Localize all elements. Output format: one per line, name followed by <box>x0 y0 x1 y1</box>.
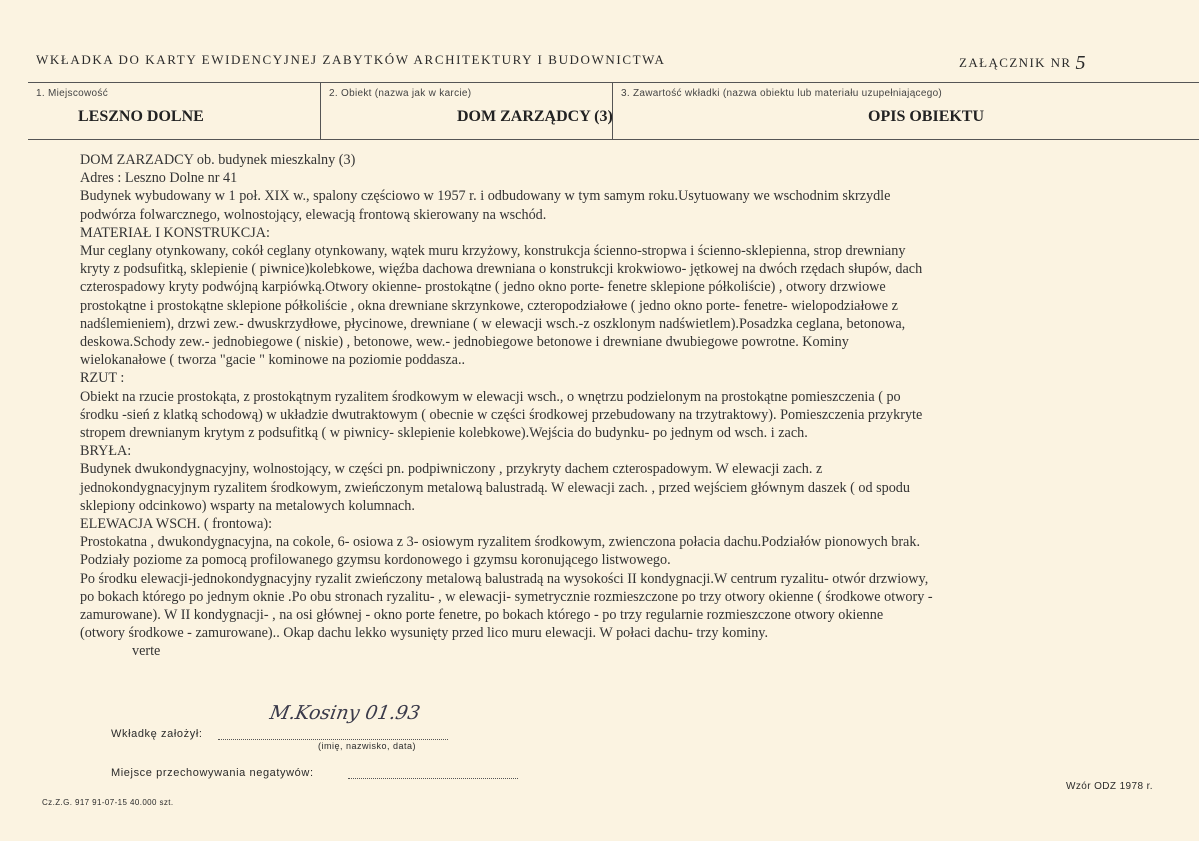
section-heading: ELEWACJA WSCH. ( frontowa): <box>80 516 273 533</box>
text-line: Budynek dwukondygnacyjny, wolnostojący, w części pn. podpiwniczony , przykryty dachem czterospadowym. W elewacji zach. z <box>80 461 823 478</box>
text-line: czterospadowy kryty podwójną karpiówką.Otwory okienne- prostokątne ( jedno okno porte- fenetre sklepione półkoliście) , otwory drzwiowe <box>80 279 886 296</box>
text-line: kryty z podsufitką, sklepienie ( piwnice)kolebkowe, więźba dachowa drewniana o konstrukcji krokwiowo- jętkowej na dwóch rzędach słupów, dach <box>80 261 923 278</box>
text-line: Obiekt na rzucie prostokąta, z prostokątnym ryzalitem środkowym w elewacji wsch., o wnętrzu podzielonym na prostokątne pomieszczenia ( po <box>80 388 901 405</box>
locality-label: 1. Miejscowość <box>36 88 108 99</box>
object-cell <box>320 83 613 139</box>
text-line: zamurowane). W II kondygnacji- , na osi głównej - okno porte fenetre, po bokach którego - po trzy regularnie rozmieszczone otwory okienne <box>80 607 884 624</box>
text-line: Adres : Leszno Dolne nr 41 <box>80 170 238 187</box>
section-heading: RZUT : <box>80 370 125 387</box>
object-label: 2. Obiekt (nazwa jak w karcie) <box>329 88 472 99</box>
text-line: Podziały poziome za pomocą profilowanego gzymsu kordonowego i gzymsu koronującego listwowego. <box>80 552 671 569</box>
text-line: Budynek wybudowany w 1 poł. XIX w., spalony częściowo w 1957 r. i odbudowany w tym samym roku.Usytuowany we wschodnim skrzydle <box>80 188 891 205</box>
content-cell <box>612 83 1199 139</box>
negatives-label: Miejsce przechowywania negatywów: <box>111 767 314 779</box>
text-line: podwórza folwarcznego, wolnostojący, elewacją frontową skierowany na wschód. <box>80 206 547 223</box>
text-line: wielokanałowe ( tworza "gacie " kominowe na poziomie poddasza.. <box>80 352 466 369</box>
text-line: po bokach którego po jednym oknie .Po obu stronach ryzalitu- , w elewacji- symetrycznie rozmieszczone po trzy otwory okienne ( środkowe otwory - <box>80 588 933 605</box>
attachment-label: ZAŁĄCZNIK NR <box>959 55 1072 70</box>
text-line: Prostokatna , dwukondygnacyjna, na cokole, 6- osiowa z 3- osiowym ryzalitem środkowym, zwienczona połacia dachu.Podziałów pionowych brak. <box>80 534 920 551</box>
text-line: deskowa.Schody zew.- jednobiegowe ( niskie) , betonowe, wew.- jednobiegowe betonowe i drewniane dwubiegowe powrotne. Kominy <box>80 334 849 351</box>
print-code: Cz.Z.G. 917 91-07-15 40.000 szt. <box>42 798 174 807</box>
header-fields <box>28 82 1199 140</box>
signature-line <box>218 733 448 740</box>
negatives-line <box>348 772 518 779</box>
handwritten-signature: M.Kosiny 01.93 <box>268 702 422 724</box>
locality-value: LESZNO DOLNE <box>78 108 204 125</box>
section-heading: MATERIAŁ I KONSTRUKCJA: <box>80 224 270 241</box>
form-model: Wzór ODZ 1978 r. <box>1066 781 1153 792</box>
text-line: nadślemieniem), drzwi zew.- dwuskrzydłowe, płycinowe, drewniane ( w elewacji wsch.-z oszklonym nadświetlem).Posadzka ceglana, betonowa, <box>80 315 906 332</box>
object-description <box>80 151 1080 661</box>
attachment-number <box>959 50 1087 73</box>
text-line: środku -sień z klatką schodową) w układzie dwutraktowym ( obecnie w części środkowej przebudowany na trzytraktowy). Pomieszczenia przykryte <box>80 406 923 423</box>
inserted-by-label: Wkładkę założył: <box>111 728 203 740</box>
section-heading: BRYŁA: <box>80 443 132 460</box>
attachment-number-value: 5 <box>1075 52 1087 74</box>
locality-cell <box>28 83 320 139</box>
signature-caption: (imię, nazwisko, data) <box>318 741 417 751</box>
text-line: jednokondygnacyjnym ryzalitem środkowym, zwieńczonym metalową balustradą. W elewacji zach. , przed wejściem głównym daszek ( od spodu <box>80 479 910 496</box>
content-value: OPIS OBIEKTU <box>868 108 985 125</box>
text-line: (otwory środkowe - zamurowane).. Okap dachu lekko wysunięty przed lico muru elewacji. W połaci dachu- trzy kominy. <box>80 625 769 642</box>
form-title: WKŁADKA DO KARTY EWIDENCYJNEJ ZABYTKÓW ARCHITEKTURY I BUDOWNICTWA <box>36 52 666 67</box>
content-label: 3. Zawartość wkładki (nazwa obiektu lub materiału uzupełniającego) <box>621 88 943 99</box>
text-line: prostokątne i prostokątne sklepione półkoliście , okna drewniane skrzynkowe, czteropodziałowe ( jedno okno porte- fenetre- wielopodziałowe z <box>80 297 898 314</box>
text-line: stropem drewnianym krytym z podsufitką ( w piwnicy- sklepienie kolebkowe).Wejścia do budynku- po jednym od wsch. i zach. <box>80 425 808 442</box>
text-line: Po środku elewacji-jednokondygnacyjny ryzalit zwieńczony metalową balustradą na wysokości II kondygnacji.W centrum ryzalitu- otwór drzwiowy, <box>80 570 929 587</box>
text-line: Mur ceglany otynkowany, cokół ceglany otynkowany, wątek muru krzyżowy, konstrukcja ścienno-stropwa i ścienno-sklepienna, strop drewniany <box>80 243 906 260</box>
verte-note: verte <box>132 643 161 660</box>
text-line: sklepiony odcinkowo) wsparty na metalowych kolumnach. <box>80 497 415 514</box>
text-line: DOM ZARZADCY ob. budynek mieszkalny (3) <box>80 152 356 168</box>
object-value: DOM ZARZĄDCY (3) <box>457 108 613 125</box>
